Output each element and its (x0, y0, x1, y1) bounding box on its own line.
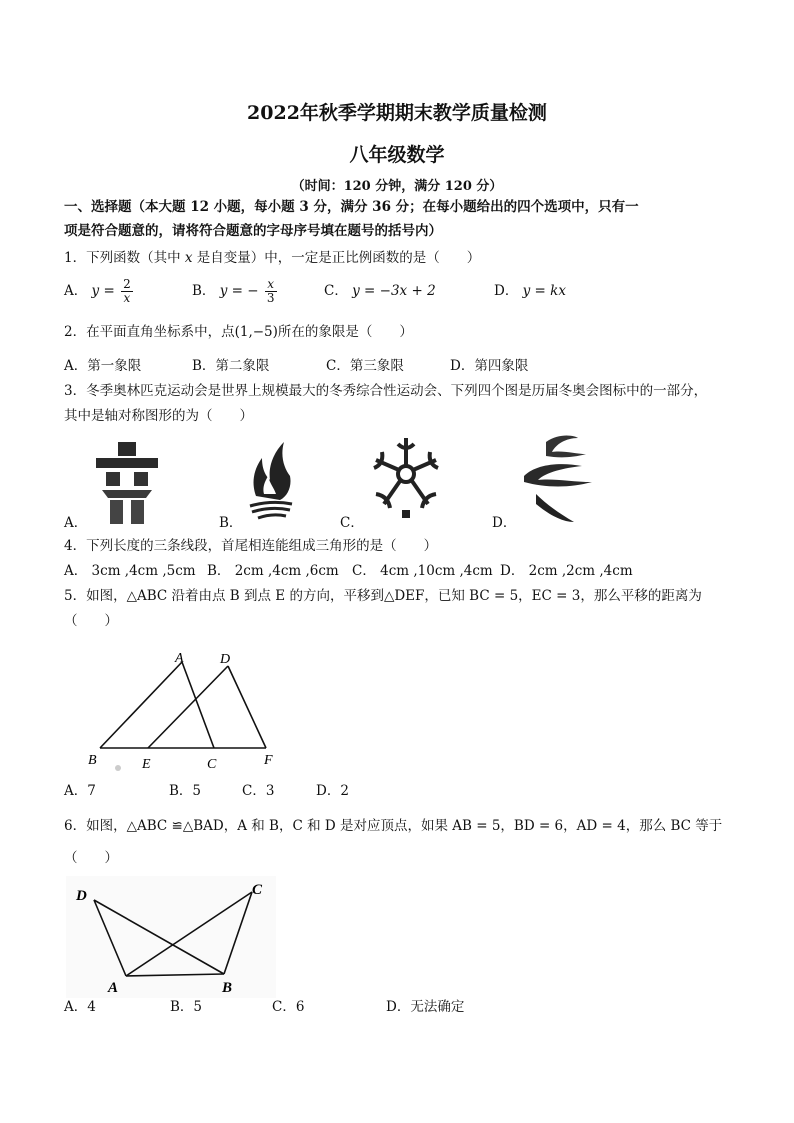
q3-option-c-label: C． (340, 515, 364, 531)
option-label: C． (324, 283, 348, 299)
q1-stem-a: 1．下列函数（其中 (64, 250, 185, 266)
q3-stem-line2: 其中是轴对称图形的为（ ） (64, 408, 253, 424)
q5-label-d: D (220, 652, 231, 667)
q5-option-c: C．3 (242, 783, 275, 799)
denominator: 3 (266, 291, 275, 305)
q6-label-a: A (108, 980, 119, 996)
flame-logo-icon (246, 436, 296, 524)
numerator: 2 (123, 277, 131, 291)
q5-translation-figure (80, 644, 290, 774)
denominator: x (123, 291, 131, 305)
section-instruction-line2: 项是符合题意的，请将符合题意的字母序号填在题号的括号内） (64, 223, 442, 239)
inukshuk-logo-icon (94, 440, 160, 526)
q1-stem-var: x (184, 250, 193, 266)
q2-option-d: D．第四象限 (450, 358, 529, 374)
numerator: x (265, 278, 277, 292)
q5-option-b: B．5 (169, 783, 202, 799)
q6-stem-line1: 6．如图，△ABC ≌△BAD，A 和 B，C 和 D 是对应顶点，如果 AB = 5，BD = 6，AD = 4，那么 BC 等于 (64, 818, 723, 834)
q3-stem-line1: 3．冬季奥林匹克运动会是世界上规模最大的冬秀综合性运动会、下列四个图是历届冬奥会图标中的一部分， (64, 383, 708, 399)
section-instruction-line1: 一、选择题（本大题 12 小题，每小题 3 分，满分 36 分；在每小题给出的四个选项中，只有一 (64, 199, 639, 215)
exam-meta: （时间：120 分钟，满分 120 分） (291, 179, 503, 194)
q1-stem (64, 249, 480, 267)
q2-stem: 2．在平面直角坐标系中，点(1,−5)所在的象限是（ ） (64, 324, 413, 340)
q1-c-expr: y = −3x + 2 (352, 283, 436, 299)
option-label: B． (192, 283, 216, 299)
q6-option-d: D．无法确定 (386, 999, 465, 1015)
q1-stem-b: 是自变量）中，一定是正比例函数的是（ ） (192, 250, 481, 266)
q5-label-e: E (142, 757, 151, 772)
page-subtitle: 八年级数学 (349, 144, 445, 166)
q5-stem-line1: 5．如图，△ABC 沿着由点 B 到点 E 的方向，平移到△DEF，已知 BC = 5，EC = 3，那么平移的距离为 (64, 588, 702, 604)
q1-option-d (494, 282, 566, 300)
q6-option-a: A．4 (64, 999, 96, 1015)
q6-label-c: C (252, 882, 263, 898)
q4-option-a: A． 3cm ,4cm ,5cm (64, 563, 196, 579)
snowflake-logo-icon (368, 430, 444, 520)
q5-label-c: C (207, 757, 217, 772)
q3-option-d-label: D． (492, 515, 517, 531)
q1-b-lhs: y = − (219, 283, 259, 299)
q1-option-b (192, 274, 279, 308)
q1-option-c (324, 282, 436, 300)
q2-option-a: A．第一象限 (64, 358, 142, 374)
q4-option-b: B． 2cm ,4cm ,6cm (207, 563, 339, 579)
q5-label-b: B (88, 753, 97, 768)
q1-a-fraction (121, 278, 133, 305)
q5-label-a: A (175, 651, 184, 666)
q1-a-lhs: y = (91, 283, 115, 299)
page-title: 2022年秋季学期期末教学质量检测 (247, 102, 547, 124)
q1-d-expr: y = kx (522, 283, 566, 299)
q4-stem: 4．下列长度的三条线段，首尾相连能组成三角形的是（ ） (64, 538, 438, 554)
q3-option-b-label: B． (219, 515, 243, 531)
option-label: A． (64, 283, 88, 299)
q6-label-d: D (76, 888, 87, 904)
q5-option-a: A．7 (64, 783, 96, 799)
q6-option-c: C．6 (272, 999, 305, 1015)
option-label: D． (494, 283, 519, 299)
q2-option-b: B．第二象限 (192, 358, 270, 374)
q6-label-b: B (222, 980, 233, 996)
q5-option-d: D．2 (316, 783, 349, 799)
q2-option-c: C．第三象限 (326, 358, 404, 374)
q5-label-f: F (264, 753, 273, 768)
q1-option-a (64, 274, 135, 308)
q5-stem-line2: （ ） (64, 613, 118, 629)
swoosh-logo-icon (516, 432, 602, 528)
q6-congruent-figure (66, 876, 276, 998)
q4-option-c: C． 4cm ,10cm ,4cm (352, 563, 493, 579)
q6-option-b: B．5 (170, 999, 203, 1015)
q1-b-fraction (265, 278, 277, 305)
q3-option-a-label: A． (64, 515, 88, 531)
q4-option-d: D． 2cm ,2cm ,4cm (500, 563, 633, 579)
q6-stem-line2: （ ） (64, 850, 118, 866)
